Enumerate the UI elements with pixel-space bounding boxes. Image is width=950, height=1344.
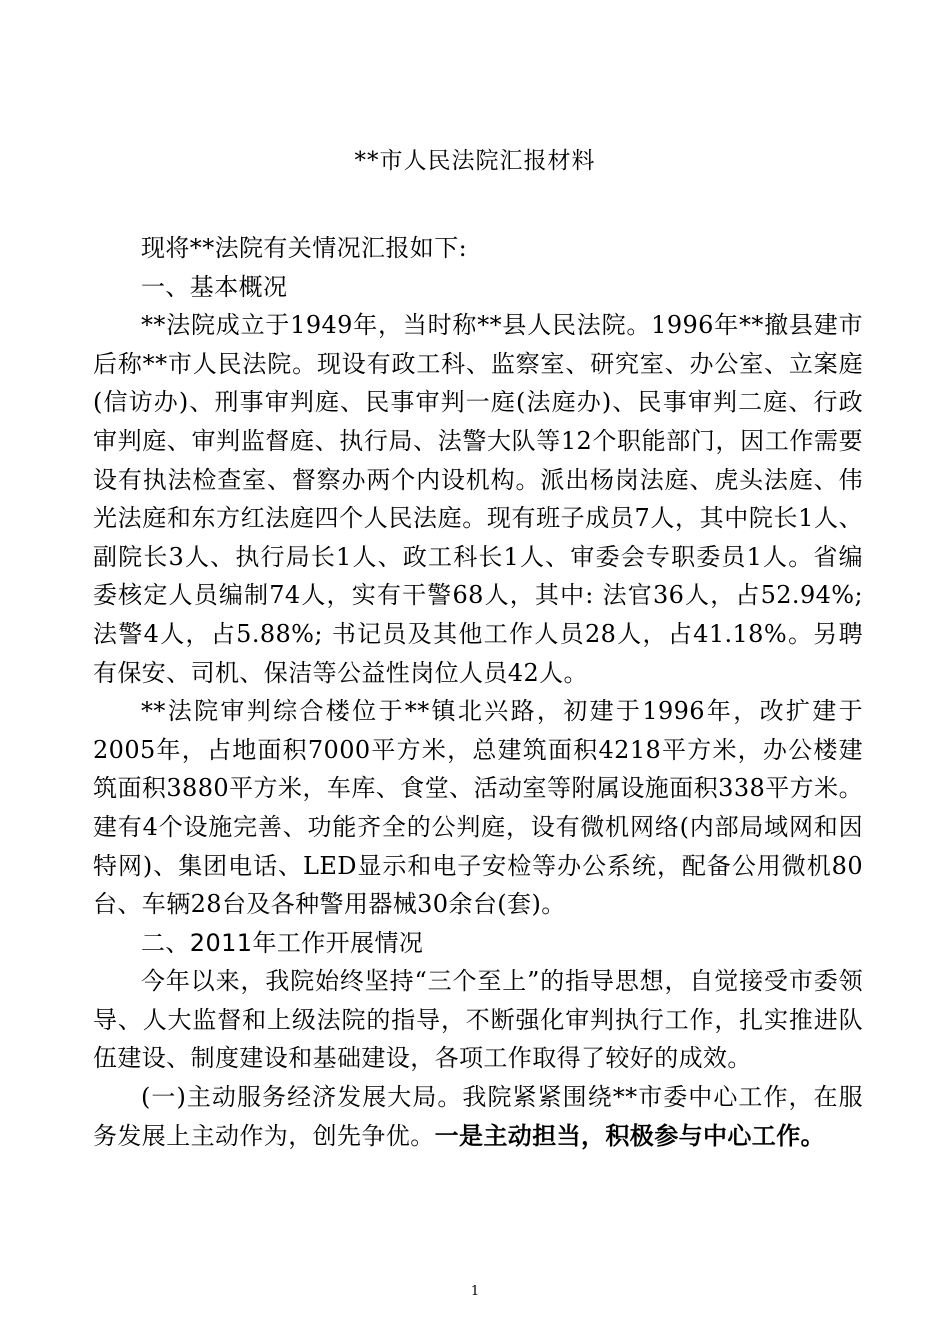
paragraph-court-overview: **法院成立于1949年，当时称**县人民法院。1996年**撤县建市后称**市人民法院。现设有政工科、监察室、研究室、办公室、立案庭(信访办)、刑事审判庭、民事审判一庭(法庭办)、民事审判二庭、行政审判庭、审判监督庭、执行局、法警大队等12个职能部门，因工作需要设有执法检查室、督察办两个内设机构。派出杨岗法庭、虎头法庭、伟光法庭和东方红法庭四个人民法庭。现有班子成员7人，其中院长1人、副院长3人、执行局长1人、政工科长1人、审委会专职委员1人。省编委核定人员编制74人，实有干警68人，其中: 法官36人，占52.94%; 法警4人，占5.88%; 书记员及其他工作人员28人，占41.18%。另聘有保安、司机、保洁等公益性岗位人员42人。 <box>93 311 863 687</box>
section-heading-2011-work: 二、2011年工作开展情况 <box>141 928 424 957</box>
document-title: **市人民法院汇报材料 <box>354 148 596 174</box>
paragraph-serve-economy <box>93 1078 863 1155</box>
paragraph-serve-economy-text: (一)主动服务经济发展大局。我院紧紧围绕**市委中心工作，在服务发展上主动作为，创先争优。 <box>93 1083 863 1150</box>
paragraph-work-summary: 今年以来，我院始终坚持“三个至上”的指导思想，自觉接受市委领导、人大监督和上级法院的指导，不断强化审判执行工作，扎实推进队伍建设、制度建设和基础建设，各项工作取得了较好的成效。 <box>93 967 863 1073</box>
intro-paragraph: 现将**法院有关情况汇报如下: <box>141 234 468 262</box>
paragraph-court-building: **法院审判综合楼位于**镇北兴路，初建于1996年，改扩建于2005年，占地面积7000平方米，总建筑面积4218平方米，办公楼建筑面积3880平方米，车库、食堂、活动室等附属设施面积338平方米。建有4个设施完善、功能齐全的公判庭，设有微机网络(内部局域网和因特网)、集团电话、LED显示和电子安检等办公系统，配备公用微机80台、车辆28台及各种警用器械30余台(套)。 <box>93 697 863 919</box>
paragraph-serve-economy-bold: 一是主动担当，积极参与中心工作。 <box>434 1120 826 1150</box>
section-heading-basic-overview: 一、基本概况 <box>141 272 288 301</box>
document-body <box>93 229 863 1155</box>
page-number: 1 <box>470 1284 480 1299</box>
